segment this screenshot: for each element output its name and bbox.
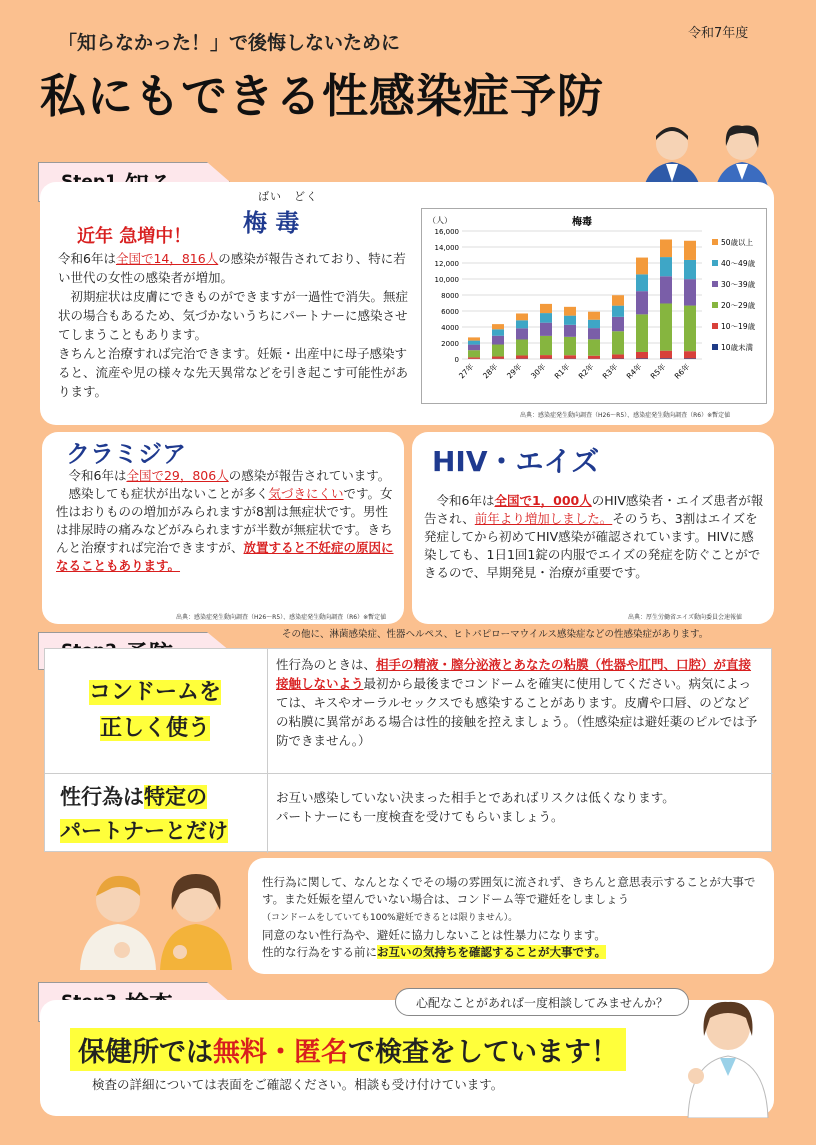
- rising-badge: 近年 急増中！: [77, 226, 192, 247]
- couple-illustration: [72, 866, 242, 970]
- x-tick-label: R1年: [552, 362, 572, 381]
- bar-segment: [588, 320, 600, 328]
- bar-segment: [588, 328, 600, 339]
- bar-segment: [516, 313, 528, 320]
- bar-segment: [564, 316, 576, 325]
- bar-segment: [540, 336, 552, 355]
- bar-segment: [660, 351, 672, 359]
- partner-text: お互い感染していない決まった相手とであればリスクは低くなります。 パートナーにも一度検査を受けてもらいましょう。: [276, 790, 675, 824]
- bar-segment: [636, 274, 648, 291]
- bar-segment: [612, 317, 624, 331]
- bar-segment: [564, 325, 576, 337]
- chlamydia-text: 令和6年は全国で29，806人の感染が報告されています。 感染しても症状が出ないことが多く気づきにくいです。女性はおりものの増加がみられますが8割は無症状です。男性は排尿時の痛みなどがみられますが半数が無症状です。きちんと治療すれば完治できますが、放置すると不妊症の原因になることもあります。: [56, 468, 394, 573]
- bar-segment: [684, 279, 696, 305]
- page-title: 私にもできる性感染症予防: [40, 69, 604, 123]
- bar-segment: [684, 241, 696, 260]
- legend-swatch: [712, 260, 718, 266]
- bar-segment: [516, 355, 528, 358]
- hiv-title: HIV・エイズ: [432, 445, 600, 478]
- bar-segment: [684, 260, 696, 279]
- x-tick-label: 27年: [456, 362, 476, 381]
- bar-segment: [684, 358, 696, 359]
- fiscal-year: 令和7年度: [688, 26, 749, 41]
- bar-segment: [612, 306, 624, 317]
- subtitle: 「知らなかった！」で後悔しないために: [58, 32, 401, 54]
- bar-segment: [636, 258, 648, 275]
- bar-segment: [492, 329, 504, 335]
- other-sti-note: その他に、淋菌感染症、性器ヘルペス、ヒトパピローマウイルス感染症などの性感染症があります。: [282, 629, 709, 640]
- y-tick-label: 12,000: [434, 260, 459, 268]
- bar-segment: [492, 324, 504, 329]
- bar-segment: [540, 355, 552, 359]
- x-tick-label: R6年: [672, 362, 692, 381]
- x-tick-label: 28年: [480, 362, 500, 381]
- legend-swatch: [712, 281, 718, 287]
- chlamydia-title: クラミジア: [66, 440, 186, 468]
- bar-segment: [540, 323, 552, 336]
- condom-text: 性行為のときは、相手の精液・膣分泌液とあなたの粘膜（性器や肛門、口腔）が直接接触しないよう最初から最後までコンドームを確実に使用してください。病気によっては、キスやオーラルセックスでも感染することがあります。皮膚や口唇、のどなどの粘膜に異常がある場合は性的接触を控えましょう。（性感染症は避妊薬のピルでは予防できません。）: [276, 657, 758, 748]
- syphilis-title: 梅 毒: [243, 209, 300, 237]
- y-tick-label: 4000: [441, 324, 459, 332]
- syphilis-chart: [421, 208, 767, 404]
- y-tick-label: 16,000: [434, 228, 459, 236]
- legend-label: 10歳未満: [721, 343, 754, 352]
- bar-segment: [636, 352, 648, 358]
- bar-segment: [468, 341, 480, 345]
- bar-segment: [660, 257, 672, 276]
- bar-segment: [660, 276, 672, 303]
- x-tick-label: R5年: [648, 362, 668, 381]
- bar-segment: [588, 312, 600, 320]
- legend-swatch: [712, 239, 718, 245]
- syphilis-ruby: ばい どく: [258, 190, 318, 203]
- bar-segment: [540, 304, 552, 313]
- bar-segment: [684, 351, 696, 358]
- bar-segment: [660, 303, 672, 350]
- condom-heading: コンドームを 正しく使う: [88, 680, 221, 741]
- legend-swatch: [712, 323, 718, 329]
- x-tick-label: 30年: [528, 362, 548, 381]
- consent-text: 性行為に関して、なんとなくでその場の雰囲気に流されず、きちんと意思表示することが大事です。また妊娠を望んでいない場合は、コンドーム等で避妊をしましょう （コンドームをしていても100%避妊できるとは限りません）。 同意のない性行為や、避妊に協力しないことは性暴力になります。 性的な行為をする前にお互いの気持ちを確認することが大事です。: [262, 875, 756, 959]
- y-tick-label: 10,000: [434, 276, 459, 284]
- syphilis-source: 出典：感染症発生動向調査（H26～R5）、感染症発生動向調査（R6）※暫定値: [520, 412, 731, 419]
- bar-segment: [468, 345, 480, 351]
- legend-label: 20～29歳: [721, 301, 756, 310]
- chart-ylabel: （人）: [428, 216, 452, 225]
- bar-segment: [540, 313, 552, 323]
- x-tick-label: R2年: [576, 362, 596, 381]
- chart-title: 梅毒: [572, 217, 592, 228]
- bar-segment: [588, 356, 600, 359]
- bar-segment: [492, 345, 504, 357]
- y-tick-label: 2000: [441, 340, 459, 348]
- y-tick-label: 8000: [441, 292, 459, 300]
- x-tick-label: 29年: [504, 362, 524, 381]
- bar-segment: [492, 336, 504, 345]
- legend-swatch: [712, 344, 718, 350]
- bar-segment: [636, 291, 648, 314]
- bar-segment: [564, 307, 576, 316]
- y-tick-label: 0: [454, 356, 459, 364]
- bar-segment: [636, 314, 648, 352]
- legend-label: 40～49歳: [721, 259, 756, 268]
- x-tick-label: R3年: [600, 362, 620, 381]
- legend-swatch: [712, 302, 718, 308]
- bar-segment: [516, 339, 528, 355]
- bar-segment: [516, 320, 528, 328]
- bar-segment: [612, 331, 624, 354]
- hiv-text: 令和6年は全国で1，000人のHIV感染者・エイズ患者が報告され、前年より増加しました。そのうち、3割はエイズを発症してから初めてHIV感染が確認されています。HIVに感染しても、1日1回1錠の内服でエイズの発症を防ぐことができるので、早期発見・治療が重要です。: [424, 493, 764, 580]
- bar-segment: [492, 357, 504, 359]
- bar-segment: [660, 358, 672, 359]
- legend-label: 50歳以上: [721, 238, 754, 247]
- bar-segment: [516, 328, 528, 339]
- bar-segment: [612, 354, 624, 358]
- nurse-illustration: [680, 992, 776, 1118]
- bar-segment: [612, 295, 624, 305]
- legend-label: 10～19歳: [721, 322, 756, 331]
- testing-note: 検査の詳細については表面をご確認ください。相談も受け付けています。: [92, 1077, 504, 1092]
- syphilis-text: 令和6年は全国で14，816人の感染が報告されており、特に若い世代の女性の感染者が増加。 初期症状は皮膚にできものができますが一過性で消失。無症状の場合もあるため、気づかないうちにパートナーに感染させてしまうこともあります。 きちんと治療すれば完治できます。妊娠・出産中に母子感染すると、流産や児の様々な先天異常などを引き起こす可能性があります。: [58, 251, 409, 399]
- bar-segment: [468, 357, 480, 358]
- bar-segment: [468, 337, 480, 340]
- y-tick-label: 14,000: [434, 244, 459, 252]
- bar-segment: [564, 355, 576, 358]
- legend-label: 30～39歳: [721, 280, 756, 289]
- hiv-source: 出典：厚生労働省エイズ動向委員会速報値: [628, 614, 742, 621]
- chart-svg: [422, 209, 768, 405]
- bar-segment: [588, 339, 600, 355]
- bar-segment: [468, 350, 480, 357]
- bar-segment: [564, 337, 576, 355]
- x-tick-label: R4年: [624, 362, 644, 381]
- chlamydia-source: 出典：感染症発生動向調査（H26～R5）、感染症発生動向調査（R6）※暫定値: [176, 614, 387, 621]
- syphilis-count: 全国で14，816人: [115, 251, 219, 266]
- bar-segment: [684, 306, 696, 352]
- partner-heading: 性行為は特定の パートナーとだけ: [60, 785, 228, 843]
- testing-headline: 保健所では無料・匿名で検査をしています！: [70, 1028, 626, 1071]
- bar-segment: [660, 239, 672, 257]
- y-tick-label: 6000: [441, 308, 459, 316]
- speech-bubble: 心配なことがあれば一度相談してみませんか？: [395, 988, 689, 1016]
- bar-segment: [636, 358, 648, 359]
